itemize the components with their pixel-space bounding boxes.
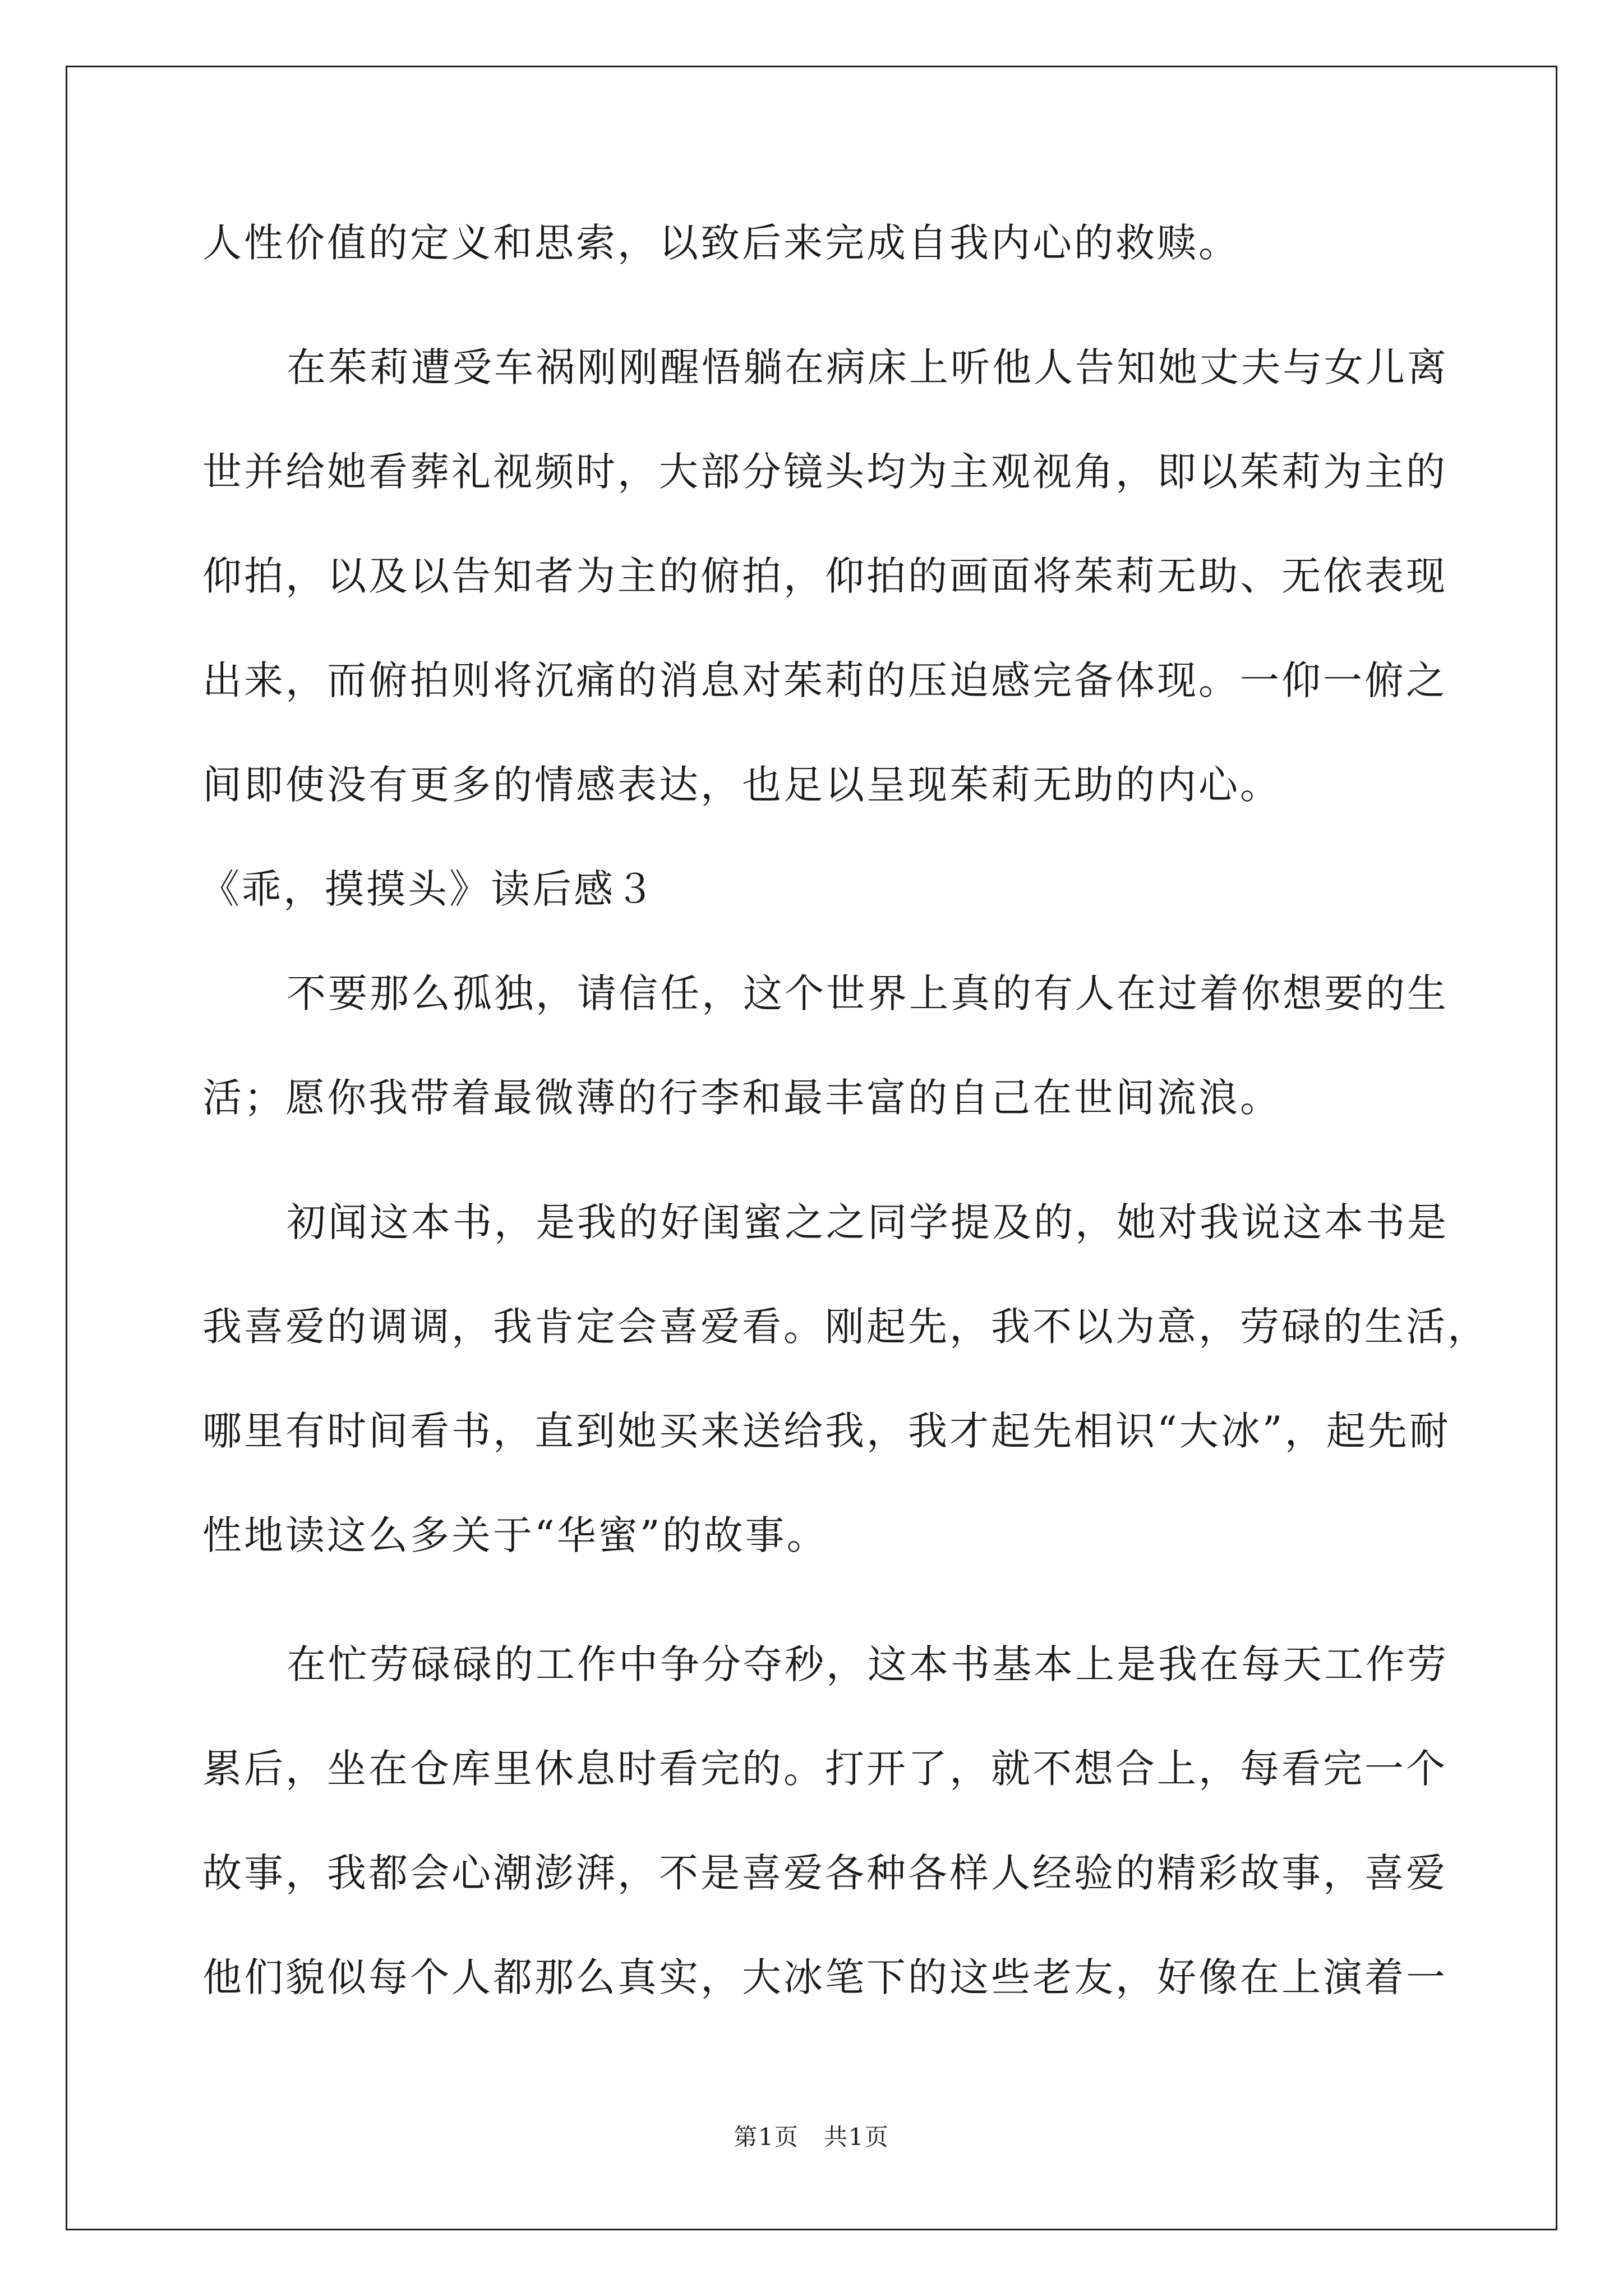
- text-line: 他们貌似每个人都那么真实，大冰笔下的这些老友，好像在上演着一: [202, 1954, 1447, 2000]
- text-line: 我喜爱的调调，我肯定会喜爱看。刚起先，我不以为意，劳碌的生活，: [202, 1304, 1489, 1350]
- paragraph-1: [202, 191, 1436, 295]
- text-line: 出来，而俯拍则将沉痛的消息对茱莉的压迫感完备体现。一仰一俯之: [202, 657, 1447, 703]
- text-line: 世并给她看葬礼视频时，大部分镜头均为主观视角，即以茱莉为主的: [202, 449, 1447, 495]
- text-line: 累后，坐在仓库里休息时看完的。打开了，就不想合上，每看完一个: [202, 1746, 1447, 1792]
- text-line: 初闻这本书，是我的好闺蜜之之同学提及的，她对我说这本书是: [287, 1199, 1449, 1245]
- paragraph-3: [202, 941, 1449, 1150]
- text-line: 间即使没有更多的情感表达，也足以呈现茱莉无助的内心。: [202, 762, 1281, 808]
- document-body: [200, 191, 1489, 2030]
- text-line: 故事，我都会心潮澎湃，不是喜爱各种各样人经验的精彩故事，喜爱: [202, 1850, 1447, 1896]
- text-line: 人性价值的定义和思索，以致后来完成自我内心的救赎。: [202, 220, 1240, 266]
- text-line: 在茱莉遭受车祸刚刚醒悟躺在病床上听他人告知她丈夫与女儿离: [287, 344, 1449, 390]
- section-heading: 《乖，摸摸头》读后感３: [200, 866, 657, 912]
- paragraph-2: [202, 315, 1449, 837]
- text-line: 性地读这么多关于“华蜜”的故事。: [202, 1512, 828, 1558]
- text-line: 不要那么孤独，请信任，这个世界上真的有人在过着你想要的生: [287, 970, 1449, 1016]
- text-line: 哪里有时间看书，直到她买来送给我，我才起先相识“大冰”，起先耐: [202, 1408, 1451, 1454]
- paragraph-5: [202, 1612, 1449, 2030]
- text-line: 活；愿你我带着最微薄的行李和最丰富的自己在世间流浪。: [202, 1075, 1281, 1121]
- paragraph-4: [202, 1170, 1489, 1588]
- text-line: 在忙劳碌碌的工作中争分夺秒，这本书基本上是我在每天工作劳: [287, 1641, 1449, 1687]
- text-line: 仰拍，以及以告知者为主的俯拍，仰拍的画面将茱莉无助、无依表现: [202, 553, 1447, 599]
- page-footer: 第1页 共1页: [734, 2123, 889, 2151]
